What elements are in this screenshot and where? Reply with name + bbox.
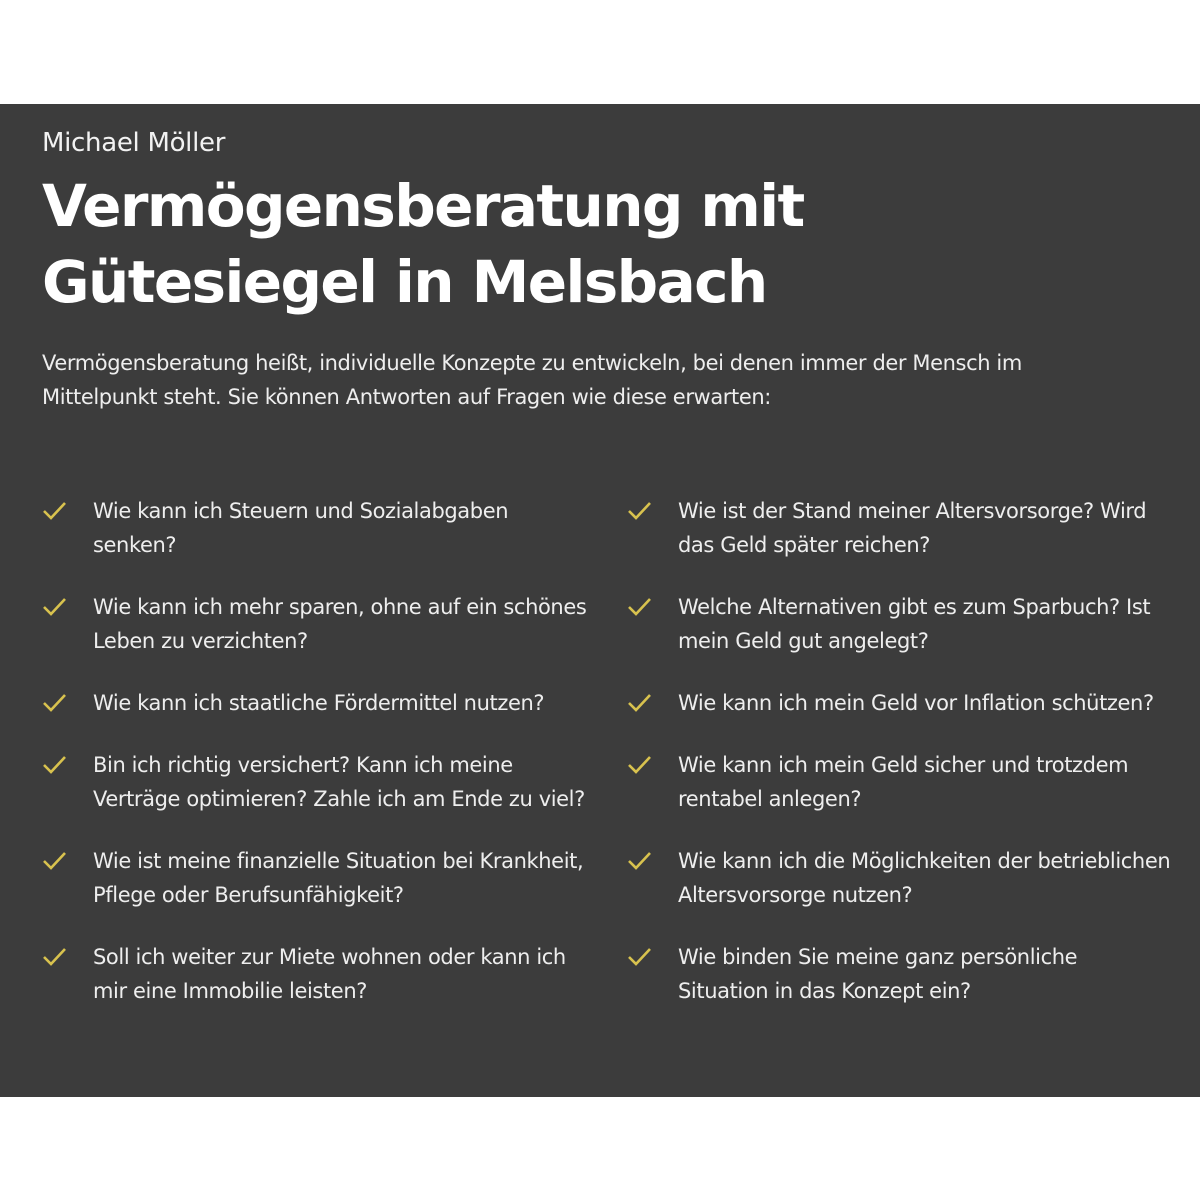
check-icon <box>42 690 68 716</box>
question-text: Wie kann ich staatliche Fördermittel nutzen? <box>93 691 545 715</box>
question-text: Wie binden Sie meine ganz persönliche Situation in das Konzept ein? <box>678 945 1078 1003</box>
author-name: Michael Möller <box>42 128 226 158</box>
questions-left-list <box>42 494 587 1036</box>
question-text: Wie ist der Stand meiner Altersvorsorge? Wird das Geld später reichen? <box>678 499 1147 557</box>
questions-right-list <box>627 494 1172 1036</box>
list-item <box>42 844 587 912</box>
list-item <box>627 590 1172 658</box>
question-text: Wie kann ich mein Geld vor Inflation schützen? <box>678 691 1154 715</box>
check-icon <box>42 498 68 524</box>
check-icon <box>627 498 653 524</box>
question-text: Wie kann ich die Möglichkeiten der betrieblichen Altersvorsorge nutzen? <box>678 849 1171 907</box>
list-item <box>42 686 587 720</box>
intro-paragraph: Vermögensberatung heißt, individuelle Konzepte zu entwickeln, bei denen immer der Mensch im Mittelpunkt steht. Sie können Antworten auf Fragen wie diese erwarten: <box>42 351 1022 409</box>
list-item <box>627 940 1172 1008</box>
page-title-line-2: Gütesiegel in Melsbach <box>42 248 767 316</box>
page-title-line-1: Vermögensberatung mit <box>42 172 804 240</box>
check-icon <box>42 848 68 874</box>
check-icon <box>627 594 653 620</box>
list-item <box>42 748 587 816</box>
check-icon <box>627 752 653 778</box>
list-item <box>42 494 587 562</box>
question-text: Welche Alternativen gibt es zum Sparbuch? Ist mein Geld gut angelegt? <box>678 595 1151 653</box>
question-text: Wie kann ich Steuern und Sozialabgaben senken? <box>93 499 509 557</box>
question-text: Bin ich richtig versichert? Kann ich meine Verträge optimieren? Zahle ich am Ende zu viel? <box>93 753 585 811</box>
check-icon <box>627 690 653 716</box>
question-text: Soll ich weiter zur Miete wohnen oder kann ich mir eine Immobilie leisten? <box>93 945 566 1003</box>
check-icon <box>42 944 68 970</box>
question-text: Wie kann ich mein Geld sicher und trotzdem rentabel anlegen? <box>678 753 1129 811</box>
check-icon <box>627 848 653 874</box>
list-item <box>627 748 1172 816</box>
check-icon <box>42 594 68 620</box>
list-item <box>627 686 1172 720</box>
page-title <box>42 168 1158 320</box>
question-text: Wie ist meine finanzielle Situation bei Krankheit, Pflege oder Berufsunfähigkeit? <box>93 849 584 907</box>
question-text: Wie kann ich mehr sparen, ohne auf ein schönes Leben zu verzichten? <box>93 595 587 653</box>
check-icon <box>627 944 653 970</box>
questions-columns <box>42 494 1172 1036</box>
list-item <box>627 844 1172 912</box>
list-item <box>42 940 587 1008</box>
list-item <box>42 590 587 658</box>
list-item <box>627 494 1172 562</box>
check-icon <box>42 752 68 778</box>
